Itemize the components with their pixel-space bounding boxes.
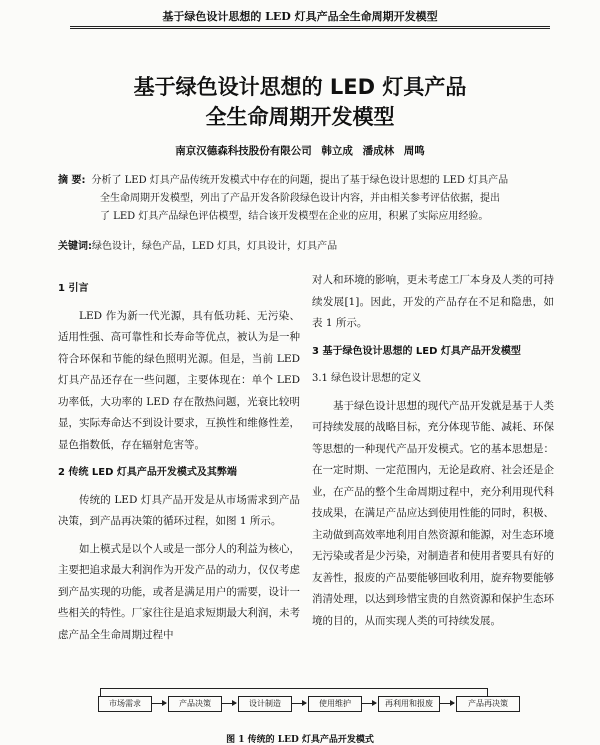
flow-arrow: [362, 703, 376, 704]
header-rule: [70, 26, 550, 29]
abstract-line-3: 了 LED 灯具产品绿色评估模型，结合该开发模型在企业的应用，积累了实际应用经验。: [100, 211, 489, 222]
figure-1-flowchart: [98, 688, 518, 728]
authors: 南京汉德森科技股份有限公司 韩立成 潘成林 周鸣: [175, 145, 425, 157]
abstract-line-2: 全生命周期开发模型，列出了产品开发各阶段绿色设计内容，并由相关参考评估依据，提出: [100, 193, 500, 204]
keywords: [58, 237, 558, 252]
section-3-1-heading: 3.1 绿色设计思想的定义: [312, 373, 422, 384]
running-header: 基于绿色设计思想的 LED 灯具产品全生命周期开发模型: [162, 10, 438, 23]
flow-arrow: [440, 703, 454, 704]
section-3-heading: 3 基于绿色设计思想的 LED 灯具产品开发模型: [312, 345, 521, 357]
keywords-label: 关键词:: [58, 241, 92, 252]
section-1-paragraph: LED 作为新一代光源，具有低功耗、无污染、适用性强、高可靠性和长寿命等优点，被认为是一种符合环保和节能的绿色照明光源。但是，当前 LED 灯具产品还存在一些问题，主要体现在：单个 LED 功率低，大功率的 LED 存在散热问题，光衰比较明显，实际寿命达不到设计要求，互换性和维修性差，显色指数低，存在辐射危害等。: [58, 309, 300, 451]
feedback-line-top: [100, 688, 488, 689]
keywords-text: 绿色设计，绿色产品，LED 灯具，灯具设计，灯具产品: [92, 241, 338, 252]
right-column: [312, 270, 554, 632]
flow-box-design-manufacture: 设计制造: [238, 696, 292, 712]
abstract-line-1: 分析了 LED 灯具产品传统开发模式中存在的问题，提出了基于绿色设计思想的 LED 灯具产品: [91, 175, 509, 186]
continued-paragraph: 对人和环境的影响，更未考虑工厂本身及人类的可持续发展[1]。因此，开发的产品存在不足和隐患，如表 1 所示。: [312, 274, 554, 329]
flow-arrow: [222, 703, 236, 704]
section-2-paragraph-1: 传统的 LED 灯具产品开发是从市场需求到产品决策，到产品再决策的循环过程，如图 1 所示。: [58, 493, 300, 527]
flow-box-reuse-scrap: 再利用和报废: [378, 696, 440, 712]
flow-box-product-decision: 产品决策: [168, 696, 222, 712]
section-2-paragraph-2: 如上模式是以个人或是一部分人的利益为核心，主要把追求最大利润作为开发产品的动力，仅仅考虑到产品实现的功能，或者是满足用户的需要，设计一些相关的特性。厂家往往是追求短期最大利润，未考虑产品全生命周期过程中: [58, 542, 300, 641]
flow-arrow: [152, 703, 166, 704]
figure-1-caption: 图 1 传统的 LED 灯具产品开发模式: [226, 735, 374, 745]
section-2-heading: 2 传统 LED 灯具产品开发模式及其弊端: [58, 467, 237, 478]
flow-arrow: [292, 703, 306, 704]
abstract: [58, 172, 558, 226]
flow-box-market-demand: 市场需求: [98, 696, 152, 712]
flow-box-use-maintenance: 使用维护: [308, 696, 362, 712]
flow-box-product-redecision: 产品再决策: [456, 696, 520, 712]
title-line-1: 基于绿色设计思想的 LED 灯具产品: [133, 75, 467, 99]
section-1-heading: 1 引言: [58, 283, 89, 294]
paper-title: [0, 72, 600, 132]
section-3-1-paragraph: 基于绿色设计思想的现代产品开发就是基于人类可持续发展的战略目标，充分体现节能、减耗、环保等思想的一种现代产品开发模式。它的基本思想是：在一定时期、一定范围内，无论是政府、社会还是企业，在产品的整个生命周期过程中，充分利用现代科技成果，在满足产品应达到使用性能的同时，积极、主动做到高效率地利用自然资源和能源，对生态环境无污染或者是少污染，对制造者和使用者要具有好的友善性，报废的产品要能够回收利用，旋弃物要能够消清处理，以达到珍惜宝贵的自然资源和保护生态环境的目的，从而实现人类的可持续发展。: [312, 399, 554, 627]
left-column: [58, 272, 300, 646]
title-line-2: 全生命周期开发模型: [205, 105, 395, 129]
abstract-label: 摘 要:: [58, 175, 86, 186]
